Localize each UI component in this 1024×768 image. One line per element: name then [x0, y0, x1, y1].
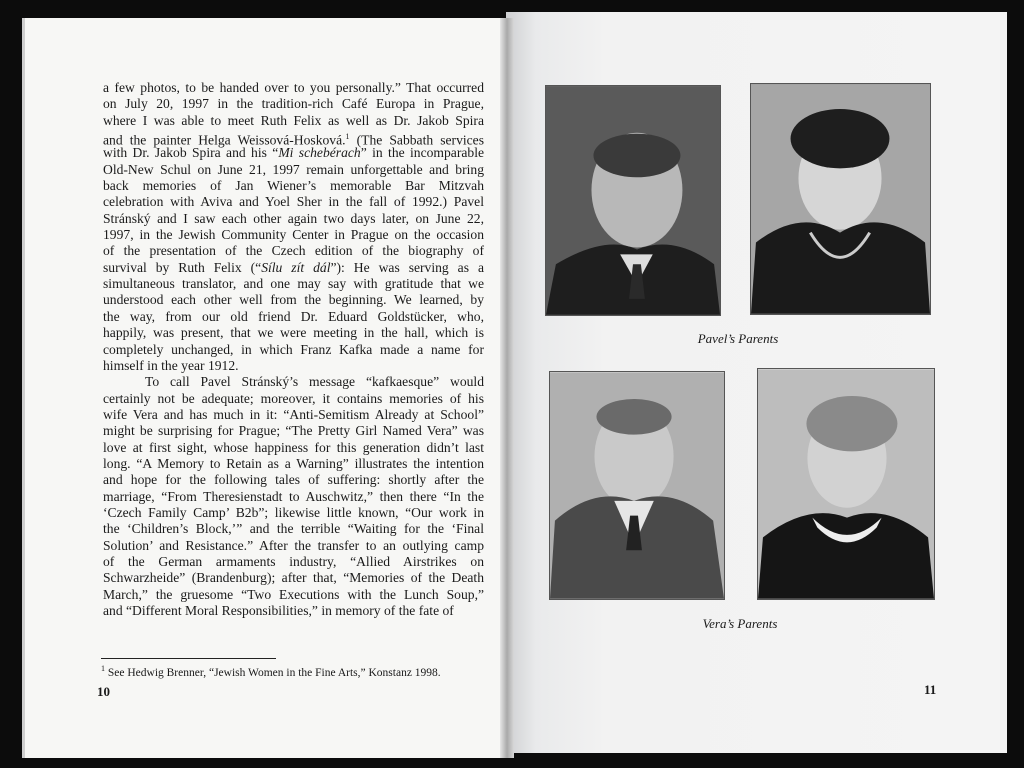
- text-line: 1997, in the Jewish Community Center in Prague on the occasion: [103, 227, 484, 243]
- text-line: To call Pavel Stránský’s message “kafkaesque” would: [145, 374, 484, 390]
- photo-vera-father: [549, 371, 725, 600]
- text-line: with Dr. Jakob Spira and his “Mi schebérach” in the incomparable: [103, 145, 485, 161]
- text-line: marriage, “From Theresienstadt to Auschwitz,” then there “In the: [103, 488, 484, 504]
- photo-pavel-mother: [750, 83, 931, 315]
- text-line: might be surprising for Prague; “The Pretty Girl Named Vera” was: [103, 423, 484, 439]
- text-line: understood each other well from the beginning. We learned, by: [103, 292, 484, 308]
- text-line: on July 20, 1997 in the tradition-rich Café Europa in Prague,: [103, 96, 484, 112]
- text-line: completely unchanged, in which Franz Kafka made a name for: [103, 341, 484, 357]
- page-number-right: 11: [924, 682, 937, 697]
- footnote: $^1$ See Hedwig Brenner, “Jewish Women in the Fine Arts,” Konstanz 1998.: [101, 664, 441, 679]
- footnote-rule: [101, 658, 276, 659]
- text-line: back memories of Jan Wiener’s memorable Bar Mitzvah: [103, 178, 484, 194]
- text-line: and hope for the following tales of suffering: shortly after the: [103, 472, 484, 488]
- text-line: Schwarzheide” (Brandenburg); after that, “Memories of the Death: [103, 570, 484, 586]
- text-line: where I was able to meet Ruth Felix as well as Dr. Jakob Spira: [103, 112, 484, 128]
- text-line: Solution’ and Resistance.” After the transfer to an outlying camp: [103, 537, 484, 553]
- text-line: March,” the gruesome “Two Executions with the Lunch Soup,”: [103, 586, 484, 602]
- text-line: of the German armaments industry, “Allied Airstrikes on: [103, 553, 484, 569]
- text-line: himself in the year 1912.: [103, 357, 239, 373]
- text-line: the way, from our old friend Dr. Eduard Goldstücker, who,: [103, 308, 484, 324]
- body-text: [103, 80, 484, 619]
- text-line: certainly not be adequate; moreover, it contains memories of his: [103, 390, 484, 406]
- text-line: simultaneous translator, and one may say with gratitude that we: [103, 276, 484, 292]
- text-line: Old-New Schul on June 21, 1997 remain unforgettable and bring: [103, 161, 484, 177]
- text-line: a few photos, to be handed over to you personally.” That occurred: [103, 80, 484, 95]
- text-line: ‘Czech Family Camp’ B2b”; likewise little known, “Our work in: [103, 504, 484, 520]
- text-line: Stránský and I saw each other again two days later, on June 22,: [103, 210, 484, 226]
- text-line: wife Vera and has much in it: “Anti-Semitism Already at School”: [103, 406, 484, 422]
- text-line: long. “A Memory to Retain as a Warning” illustrates the intention: [103, 455, 484, 471]
- text-line: celebration with Aviva and Yoel Sher in the fall of 1992.) Pavel: [103, 194, 484, 210]
- caption-veras-parents: Vera’s Parents: [702, 616, 778, 631]
- caption-pavels-parents: Pavel’s Parents: [697, 331, 779, 346]
- page-number-left: 10: [97, 684, 110, 699]
- photo-pavel-father: [545, 85, 721, 316]
- text-line: happily, was present, that we were meeting in the hall, which is: [103, 325, 484, 341]
- text-line: survival by Ruth Felix (“Sílu zít dál”): He was serving as a: [103, 259, 484, 275]
- text-line: the ‘Children’s Block,’” and the terrible “Waiting for the ‘Final: [103, 521, 484, 537]
- photo-vera-mother: [757, 368, 935, 600]
- book-gutter: [500, 18, 514, 758]
- text-line: of the presentation of the Czech edition of the biography of: [103, 243, 484, 259]
- text-line: and the painter Helga Weissová-Hosková.$^1$ (The Sabbath services: [103, 132, 485, 148]
- text-line: and “Different Moral Responsibilities,” in memory of the fate of: [103, 603, 454, 618]
- text-line: love at first sight, whose happiness for this generation didn’t last: [103, 439, 484, 455]
